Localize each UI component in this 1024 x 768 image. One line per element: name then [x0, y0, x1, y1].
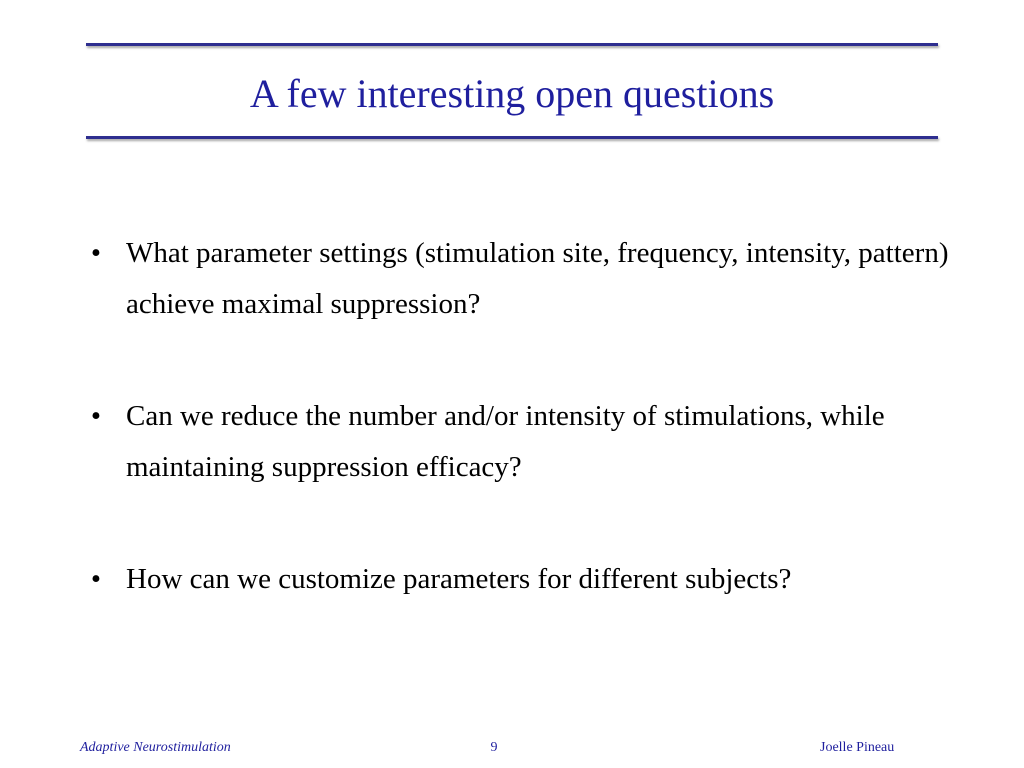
bullet-dot-icon: •: [90, 563, 102, 595]
bullet-text: Can we reduce the number and/or intensity of stimulations, while maintaining suppression efficacy?: [126, 400, 885, 483]
bullet-text: How can we customize parameters for different subjects?: [126, 563, 792, 595]
footer-page-number: 9: [490, 740, 498, 755]
bullet-item-reduce-stimulations: [86, 391, 956, 493]
bullet-list: [86, 228, 956, 605]
bullet-item-parameter-settings: [86, 228, 956, 330]
footer-presentation-title: Adaptive Neurostimulation: [80, 740, 231, 755]
bullet-text: What parameter settings (stimulation site, frequency, intensity, pattern) achieve maximal suppression?: [126, 237, 949, 320]
footer-author: Joelle Pineau: [820, 740, 895, 755]
title-rule-top: [86, 43, 938, 46]
bullet-dot-icon: •: [90, 400, 102, 432]
bullet-dot-icon: •: [90, 237, 102, 269]
bullet-item-customize-parameters: [86, 554, 956, 605]
title-rule-bottom: [86, 136, 938, 139]
slide-title: A few interesting open questions: [249, 71, 775, 116]
